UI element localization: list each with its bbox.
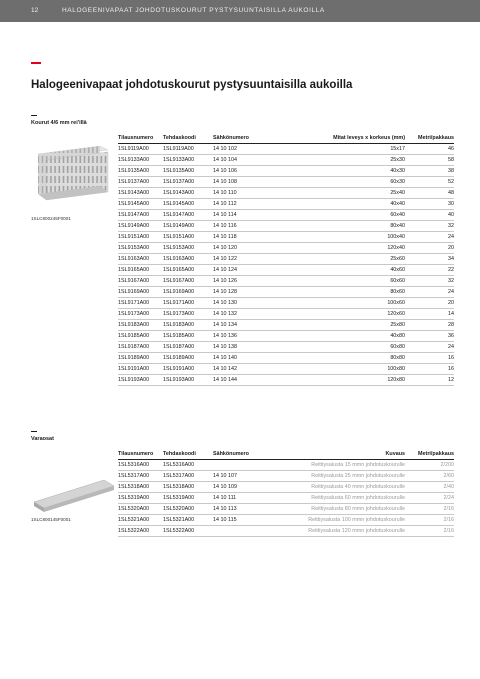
table-cell: 1SL5322A00 (163, 526, 213, 537)
table-cell: 14 10 128 (213, 287, 285, 298)
spare-parts-table (118, 449, 454, 537)
table-cell: 60x30 (285, 177, 405, 188)
table-cell: 1SL9183A00 (118, 320, 163, 331)
table-cell: 14 10 132 (213, 309, 285, 320)
table-cell: Reittiysalusta 80 mmn johdotuskourulle (268, 504, 405, 515)
table-row (118, 221, 454, 232)
table-cell: 32 (405, 221, 454, 232)
table-cell: 1SL9167A00 (163, 276, 213, 287)
table-row (118, 210, 454, 221)
table-cell: 1SL5316A00 (163, 460, 213, 471)
column-header: Sähkönumero (213, 133, 285, 144)
table-row (118, 460, 454, 471)
table-cell: 100x40 (285, 232, 405, 243)
table-cell: 14 10 130 (213, 298, 285, 309)
table-row (118, 298, 454, 309)
table-cell: 14 10 134 (213, 320, 285, 331)
table-cell: 14 10 116 (213, 221, 285, 232)
table-cell: 1SL9187A00 (163, 342, 213, 353)
table-cell: 24 (405, 232, 454, 243)
table-cell: 1SL5321A00 (118, 515, 163, 526)
accent-bar (31, 62, 41, 64)
cover-product-image (32, 476, 116, 519)
table-cell: 22 (405, 265, 454, 276)
table-cell: 1SL9153A00 (118, 243, 163, 254)
column-header: Sähkönumero (213, 449, 268, 460)
table-cell: 2/24 (405, 493, 454, 504)
table-cell: 1SL9137A00 (118, 177, 163, 188)
table-cell: 1SL9165A00 (163, 265, 213, 276)
table-row (118, 265, 454, 276)
table-cell: Reittiysalusta 120 mmn johdotuskourulle (268, 526, 405, 537)
table-cell: 40 (405, 210, 454, 221)
table-cell: 36 (405, 331, 454, 342)
column-header: Kuvaus (268, 449, 405, 460)
table-cell: 14 10 140 (213, 353, 285, 364)
page-header-bar (0, 0, 480, 22)
column-header: Tilausnumero (118, 449, 163, 460)
table-cell: 40x60 (285, 265, 405, 276)
table-cell: 1SL9173A00 (163, 309, 213, 320)
table-cell: 1SL9171A00 (163, 298, 213, 309)
table-cell: 14 10 122 (213, 254, 285, 265)
table-cell: 1SL9143A00 (118, 188, 163, 199)
table-cell: 16 (405, 364, 454, 375)
table-cell: Reittiysalusta 40 mmn johdotuskourulle (268, 482, 405, 493)
duct-product-table (118, 133, 454, 386)
table-cell: 25x30 (285, 155, 405, 166)
table-cell: 1SL9133A00 (118, 155, 163, 166)
table-cell: 14 10 142 (213, 364, 285, 375)
table-cell: 15x17 (285, 144, 405, 155)
table-cell: 2/200 (405, 460, 454, 471)
table-row (118, 493, 454, 504)
table-cell: 25x40 (285, 188, 405, 199)
table-header-row (118, 133, 454, 144)
column-header: Tilausnumero (118, 133, 163, 144)
table-row (118, 276, 454, 287)
table-cell: 1SL9165A00 (118, 265, 163, 276)
table-cell: 1SL9187A00 (118, 342, 163, 353)
table-cell: 1SL9169A00 (163, 287, 213, 298)
table-row (118, 199, 454, 210)
table-cell: 34 (405, 254, 454, 265)
duct-image-caption: 1SLC800245F0001 (31, 216, 71, 221)
table-cell: 1SL5321A00 (163, 515, 213, 526)
section-marker (31, 431, 37, 432)
table-cell: 24 (405, 287, 454, 298)
table-row (118, 331, 454, 342)
table-cell: 1SL9191A00 (118, 364, 163, 375)
table-cell: 1SL9189A00 (118, 353, 163, 364)
table-cell: 14 10 109 (213, 482, 268, 493)
table-cell: 20 (405, 298, 454, 309)
table-cell: 80x60 (285, 287, 405, 298)
table-cell: 14 10 115 (213, 515, 268, 526)
table-row (118, 254, 454, 265)
table-cell: 1SL9149A00 (118, 221, 163, 232)
table-cell: 1SL9151A00 (118, 232, 163, 243)
table-cell: 80x80 (285, 353, 405, 364)
table-row (118, 526, 454, 537)
table-cell: 20 (405, 243, 454, 254)
table-cell: 2/16 (405, 526, 454, 537)
table-cell: 58 (405, 155, 454, 166)
table-cell: 1SL9135A00 (163, 166, 213, 177)
table-cell: 2/40 (405, 482, 454, 493)
table-cell: 28 (405, 320, 454, 331)
page-title: Halogeenivapaat johdotuskourut pystysuuntaisilla aukoilla (31, 79, 353, 91)
table-cell: Reittiysalusta 100 mmn johdotuskourulle (268, 515, 405, 526)
table-cell: 14 (405, 309, 454, 320)
table-cell: 1SL5319A00 (163, 493, 213, 504)
table-cell: 25x60 (285, 254, 405, 265)
table-cell (213, 526, 268, 537)
table-cell: 1SL9137A00 (163, 177, 213, 188)
table-cell: 2/60 (405, 471, 454, 482)
table-cell: 1SL9167A00 (118, 276, 163, 287)
table-cell: 120x60 (285, 309, 405, 320)
table-cell: 40x80 (285, 331, 405, 342)
table-cell: 48 (405, 188, 454, 199)
table-cell: 1SL9147A00 (163, 210, 213, 221)
table-row (118, 287, 454, 298)
table-cell: 1SL9185A00 (118, 331, 163, 342)
table-cell: 14 10 112 (213, 199, 285, 210)
table-cell: 14 10 110 (213, 188, 285, 199)
table-cell: 1SL5320A00 (118, 504, 163, 515)
table-cell: 14 10 113 (213, 504, 268, 515)
table-cell: 1SL9119A00 (118, 144, 163, 155)
running-title: HALOGEENIVAPAAT JOHDOTUSKOURUT PYSTYSUUNTAISILLA AUKOILLA (62, 7, 325, 14)
column-header: Tehdaskoodi (163, 133, 213, 144)
table-cell: 1SL9151A00 (163, 232, 213, 243)
table-cell: 60x60 (285, 276, 405, 287)
table-cell: 60x80 (285, 342, 405, 353)
table-cell: 14 10 114 (213, 210, 285, 221)
table-cell: 2/16 (405, 515, 454, 526)
section-marker (31, 115, 37, 116)
table-cell: 14 10 138 (213, 342, 285, 353)
table-cell: 32 (405, 276, 454, 287)
table-cell: 14 10 124 (213, 265, 285, 276)
table-row (118, 155, 454, 166)
table-row (118, 375, 454, 386)
table-cell: 1SL9171A00 (118, 298, 163, 309)
table-cell: 14 10 104 (213, 155, 285, 166)
cover-image-caption: 1SLC800145F0001 (31, 517, 71, 522)
table-cell: 25x80 (285, 320, 405, 331)
table-row (118, 353, 454, 364)
table-cell: 14 10 136 (213, 331, 285, 342)
column-header: Metri/pakkaus (405, 449, 454, 460)
table-cell: 14 10 107 (213, 471, 268, 482)
table-cell: 1SL9189A00 (163, 353, 213, 364)
table-cell: 100x60 (285, 298, 405, 309)
table-row (118, 504, 454, 515)
table-row (118, 309, 454, 320)
table-cell: 12 (405, 375, 454, 386)
table-cell: 1SL9133A00 (163, 155, 213, 166)
table-cell: 16 (405, 353, 454, 364)
section-title-ducts: Kourut 4/6 mm rei'illä (31, 120, 87, 126)
table-cell: 100x80 (285, 364, 405, 375)
table-cell: 60x40 (285, 210, 405, 221)
table-cell: 14 10 111 (213, 493, 268, 504)
table-cell: 1SL9191A00 (163, 364, 213, 375)
table-cell: 14 10 120 (213, 243, 285, 254)
table-cell: Reittiysalusta 25 mmn johdotuskourulle (268, 471, 405, 482)
table-row (118, 144, 454, 155)
table-cell: 1SL9163A00 (118, 254, 163, 265)
table-cell: 40x40 (285, 199, 405, 210)
table-cell: 1SL9193A00 (118, 375, 163, 386)
table-row (118, 166, 454, 177)
table-cell: 1SL5318A00 (163, 482, 213, 493)
table-cell: 24 (405, 342, 454, 353)
table-cell: 1SL9185A00 (163, 331, 213, 342)
table-cell: 40x30 (285, 166, 405, 177)
table-header-row (118, 449, 454, 460)
table-cell: 38 (405, 166, 454, 177)
column-header: Tehdaskoodi (163, 449, 213, 460)
table-row (118, 364, 454, 375)
table-cell: 1SL9149A00 (163, 221, 213, 232)
section-title-spare-parts: Varaosat (31, 436, 54, 442)
table-row (118, 471, 454, 482)
column-header: Metri/pakkaus (405, 133, 454, 144)
table-cell: 1SL5317A00 (163, 471, 213, 482)
table-cell: 1SL9193A00 (163, 375, 213, 386)
table-cell: 1SL9135A00 (118, 166, 163, 177)
table-row (118, 232, 454, 243)
table-cell: 1SL5316A00 (118, 460, 163, 471)
table-row (118, 177, 454, 188)
table-row (118, 320, 454, 331)
table-cell: 46 (405, 144, 454, 155)
table-cell: 1SL9183A00 (163, 320, 213, 331)
table-cell: Reittiysalusta 60 mmn johdotuskourulle (268, 493, 405, 504)
page-number: 12 (31, 7, 39, 14)
table-cell: 80x40 (285, 221, 405, 232)
table-cell: 52 (405, 177, 454, 188)
table-cell: 1SL9173A00 (118, 309, 163, 320)
table-cell: 14 10 126 (213, 276, 285, 287)
table-row (118, 188, 454, 199)
table-cell: 14 10 144 (213, 375, 285, 386)
table-cell: 1SL9145A00 (163, 199, 213, 210)
table-row (118, 342, 454, 353)
table-cell: 1SL5322A00 (118, 526, 163, 537)
table-row (118, 515, 454, 526)
table-row (118, 482, 454, 493)
table-cell: 14 10 108 (213, 177, 285, 188)
table-cell: 1SL9119A00 (163, 144, 213, 155)
table-cell: 1SL9145A00 (118, 199, 163, 210)
table-cell: 1SL5318A00 (118, 482, 163, 493)
table-cell: 2/16 (405, 504, 454, 515)
table-cell: 1SL5317A00 (118, 471, 163, 482)
table-cell: 14 10 102 (213, 144, 285, 155)
table-cell: 30 (405, 199, 454, 210)
table-cell: 1SL9153A00 (163, 243, 213, 254)
table-cell: 120x80 (285, 375, 405, 386)
table-cell: 1SL5320A00 (163, 504, 213, 515)
column-header: Mitat leveys x korkeus (mm) (285, 133, 405, 144)
table-cell: Reittiysalusta 15 mmn johdotuskourulle (268, 460, 405, 471)
table-cell: 1SL9143A00 (163, 188, 213, 199)
table-cell (213, 460, 268, 471)
table-cell: 1SL5319A00 (118, 493, 163, 504)
table-cell: 1SL9169A00 (118, 287, 163, 298)
table-cell: 1SL9147A00 (118, 210, 163, 221)
table-cell: 1SL9163A00 (163, 254, 213, 265)
duct-product-image (32, 146, 112, 215)
table-row (118, 243, 454, 254)
table-cell: 14 10 118 (213, 232, 285, 243)
table-cell: 120x40 (285, 243, 405, 254)
table-cell: 14 10 106 (213, 166, 285, 177)
